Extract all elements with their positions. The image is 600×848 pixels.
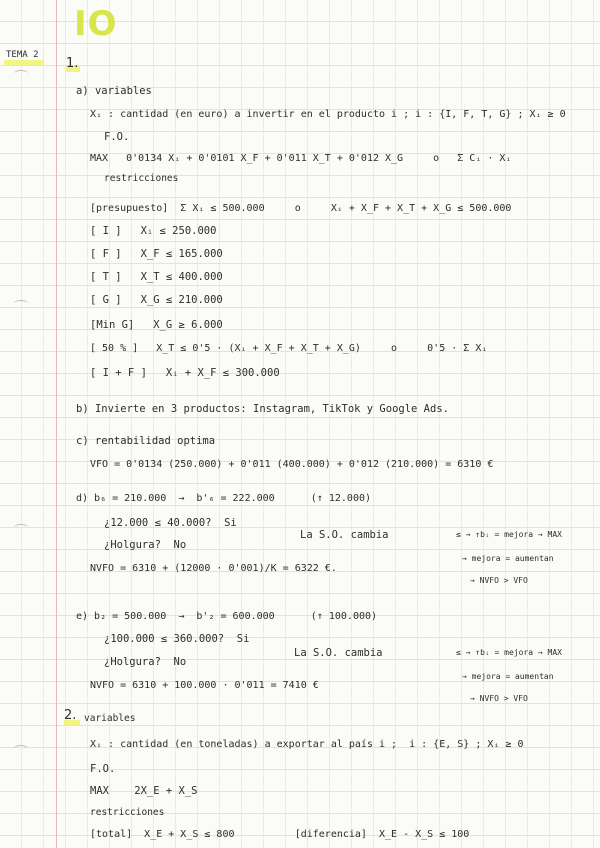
section-a-label: a) variables bbox=[76, 85, 152, 97]
constraint-line: [total] X_E + X_S ≤ 800 [diferencia] X_E - X_S ≤ 100 bbox=[90, 829, 470, 840]
section-e-line: NVFO = 6310 + 100.000 · 0'011 = 7410 € bbox=[90, 680, 319, 691]
constraint-line: [Min G] X_G ≥ 6.000 bbox=[90, 319, 223, 331]
section-e-line: ¿100.000 ≤ 360.000? Si bbox=[104, 633, 250, 645]
constraint-line: [ 50 % ] X_T ≤ 0'5 · (Xᵢ + X_F + X_T + X_G) o 0'5 · Σ Xᵢ bbox=[90, 343, 488, 354]
margin-hole-mark bbox=[14, 745, 28, 752]
margin-hole-mark bbox=[14, 300, 28, 307]
exercise-number: 2. bbox=[64, 708, 77, 723]
highlight-mark bbox=[4, 60, 44, 66]
side-note: → mejora = aumentan bbox=[462, 554, 554, 563]
constraint-line: [ T ] X_T ≤ 400.000 bbox=[90, 271, 223, 283]
constraint-line: [ I ] Xᵢ ≤ 250.000 bbox=[90, 225, 217, 237]
section-d-line: d) b₆ = 210.000 → b'₆ = 222.000 (↑ 12.000) bbox=[76, 493, 372, 504]
section-c-label: c) rentabilidad optima bbox=[76, 435, 216, 447]
section-d-line: ¿Holgura? No bbox=[104, 539, 187, 551]
restrictions-label: restricciones bbox=[104, 173, 179, 184]
margin-hole-mark bbox=[14, 524, 28, 531]
side-note: → mejora = aumentan bbox=[462, 672, 554, 681]
section-e-line: ¿Holgura? No bbox=[104, 656, 187, 668]
constraint-line: [presupuesto] Σ Xᵢ ≤ 500.000 o Xᵢ + X_F + X_T + X_G ≤ 500.000 bbox=[90, 203, 512, 214]
solution-change-note: La S.O. cambia bbox=[294, 647, 383, 659]
solution-change-note: La S.O. cambia bbox=[300, 529, 389, 541]
side-note: ≤ → ↑bᵢ = mejora → MAX bbox=[456, 648, 562, 657]
section-b-text: b) Invierte en 3 productos: Instagram, TikTok y Google Ads. bbox=[76, 403, 449, 415]
fo-label: F.O. bbox=[104, 131, 130, 143]
optimal-value-formula: VFO = 0'0134 (250.000) + 0'011 (400.000) + 0'012 (210.000) = 6310 € bbox=[90, 459, 494, 470]
section-e-line: e) b₂ = 500.000 → b'₂ = 600.000 (↑ 100.000) bbox=[76, 611, 378, 622]
constraint-line: [ G ] X_G ≤ 210.000 bbox=[90, 294, 223, 306]
section-d-line: ¿12.000 ≤ 40.000? Si bbox=[104, 517, 237, 529]
tema-label: TEMA 2 bbox=[6, 50, 39, 60]
objective-function: MAX 2X_E + X_S bbox=[90, 785, 198, 797]
side-note: → NVFO > VFO bbox=[470, 694, 528, 703]
variable-definition: Xᵢ : cantidad (en euro) a invertir en el producto i ; i : {I, F, T, G} ; Xᵢ ≥ 0 bbox=[90, 109, 566, 120]
margin-hole-mark bbox=[14, 70, 28, 77]
constraint-line: [ F ] X_F ≤ 165.000 bbox=[90, 248, 223, 260]
side-note: → NVFO > VFO bbox=[470, 576, 528, 585]
constraint-line: [ I + F ] Xᵢ + X_F ≤ 300.000 bbox=[90, 367, 280, 379]
variable-definition: Xᵢ : cantidad (en toneladas) a exportar al país i ; i : {E, S} ; Xᵢ ≥ 0 bbox=[90, 739, 524, 750]
restrictions-label: restricciones bbox=[90, 807, 165, 818]
page-title: IO bbox=[74, 4, 118, 44]
objective-function: MAX 0'0134 Xᵢ + 0'0101 X_F + 0'011 X_T + 0'012 X_G o Σ Cᵢ · Xᵢ bbox=[90, 153, 512, 164]
variables-label: variables bbox=[84, 713, 136, 724]
fo-label: F.O. bbox=[90, 763, 116, 775]
exercise-number: 1. bbox=[66, 56, 79, 71]
side-note: ≤ → ↑bᵢ = mejora → MAX bbox=[456, 530, 562, 539]
section-d-line: NVFO = 6310 + (12000 · 0'001)/K = 6322 €. bbox=[90, 563, 337, 574]
